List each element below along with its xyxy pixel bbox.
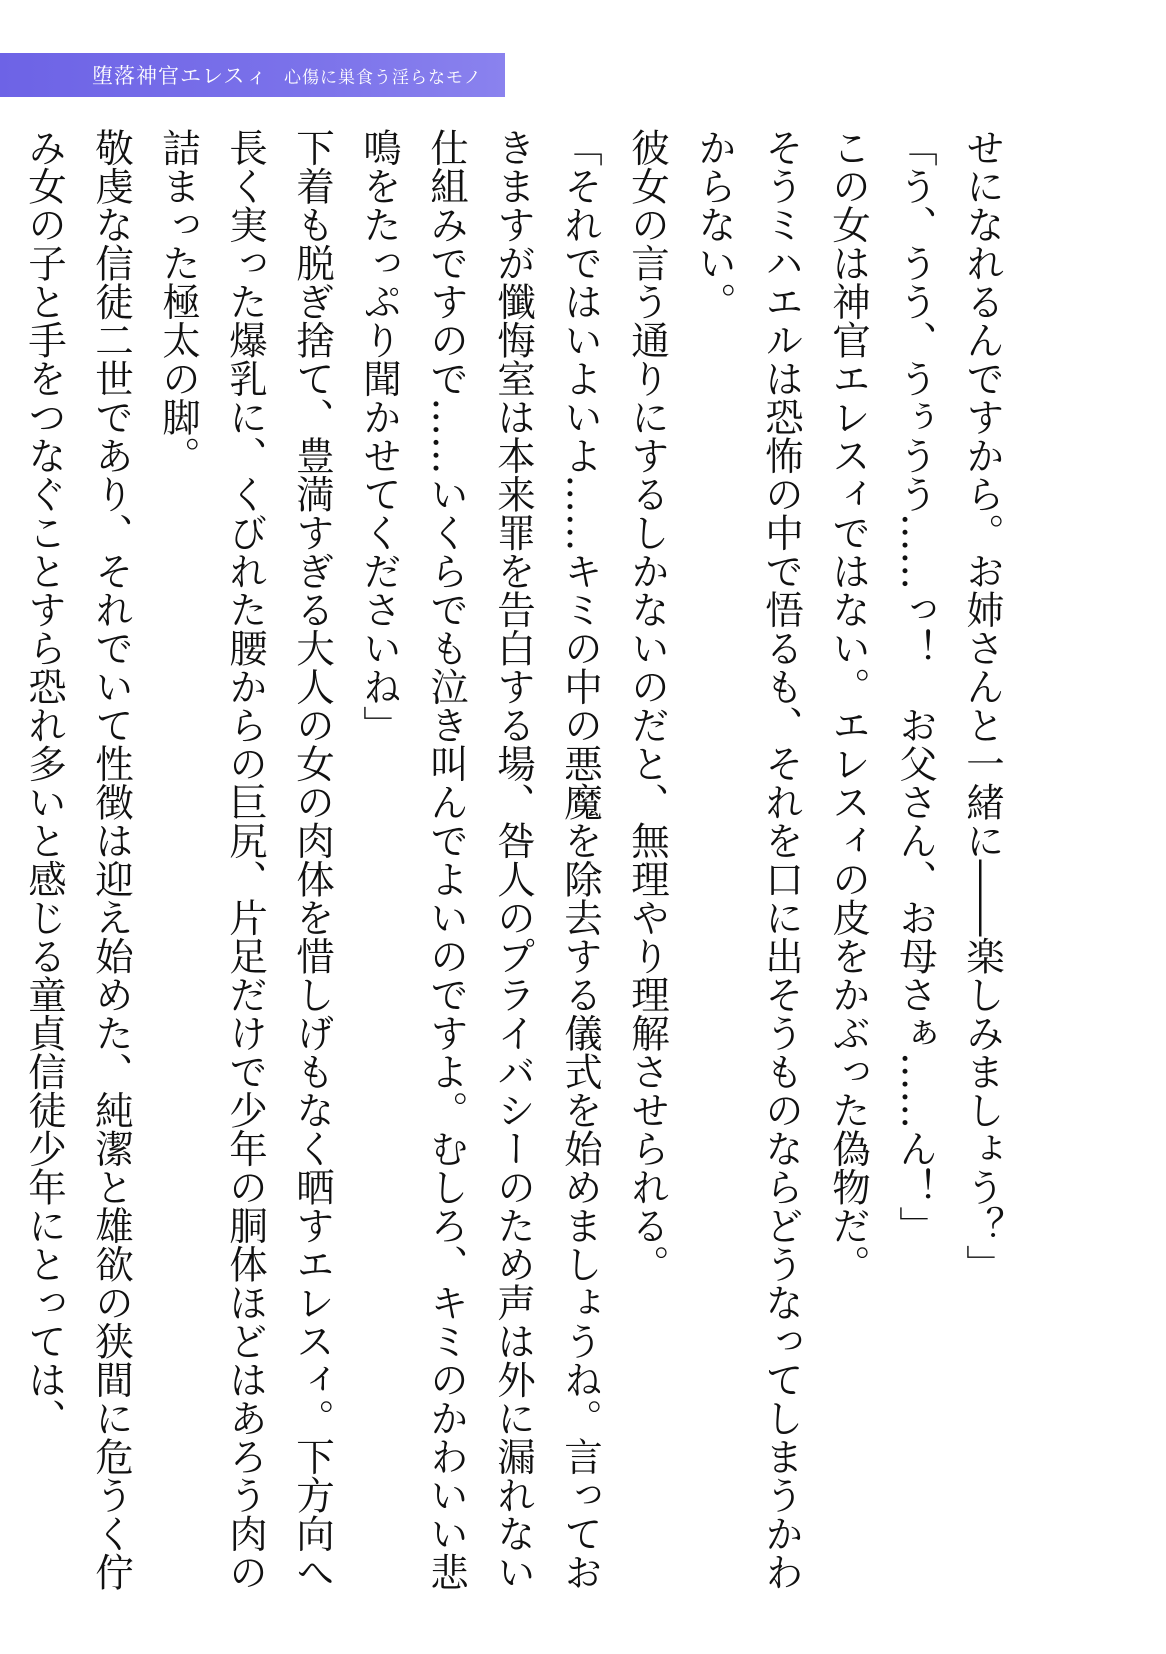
- vertical-body-text: [22, 128, 1016, 1618]
- paragraph: 「う、うう、うぅうう……っ！ お父さん、お母さぁ……ん！」: [893, 128, 938, 1245]
- paragraph: せになれるんですから。お姉さんと一緒に――楽しみましょう？」: [960, 128, 1005, 1283]
- book-title: 堕落神官エレスィ: [92, 64, 268, 88]
- paragraph: そうミハエルは恐怖の中で悟るも、それを口に出そうものならどうなってしまうかわからない。: [692, 128, 804, 1591]
- header-band: [0, 53, 505, 97]
- paragraph: 下着も脱ぎ捨て、豊満すぎる大人の女の肉体を惜しげもなく晒すエレスィ。下方向へ長く実った爆乳に、くびれた腰からの巨尻、片足だけで少年の胴体ほどはあろう肉の詰まった極太の脚。: [156, 128, 335, 1591]
- chapter-title: 心傷に巣食う淫らなモノ: [284, 67, 482, 88]
- paragraph: 敬虔な信徒二世であり、それでいて性徴は迎え始めた、純潔と雄欲の狭間に危うく佇み女の子と手をつなぐことすら恐れ多いと感じる童貞信徒少年にとっては、: [22, 128, 134, 1591]
- paragraph: この女は神官エレスィではない。エレスィの皮をかぶった偽物だ。: [826, 128, 871, 1283]
- paragraph: 彼女の言う通りにするしかないのだと、無理やり理解させられる。: [625, 128, 670, 1283]
- paragraph: 「それではいよいよ……キミの中の悪魔を除去する儀式を始めましょうね。言っておきますが懺悔室は本来罪を告白する場、咎人のプライバシーのため声は外に漏れない仕組みですので……いくらでも泣き叫んでよいのですよ。むしろ、キミのかわいい悲鳴をたっぷり聞かせてくださいね」: [357, 128, 603, 1591]
